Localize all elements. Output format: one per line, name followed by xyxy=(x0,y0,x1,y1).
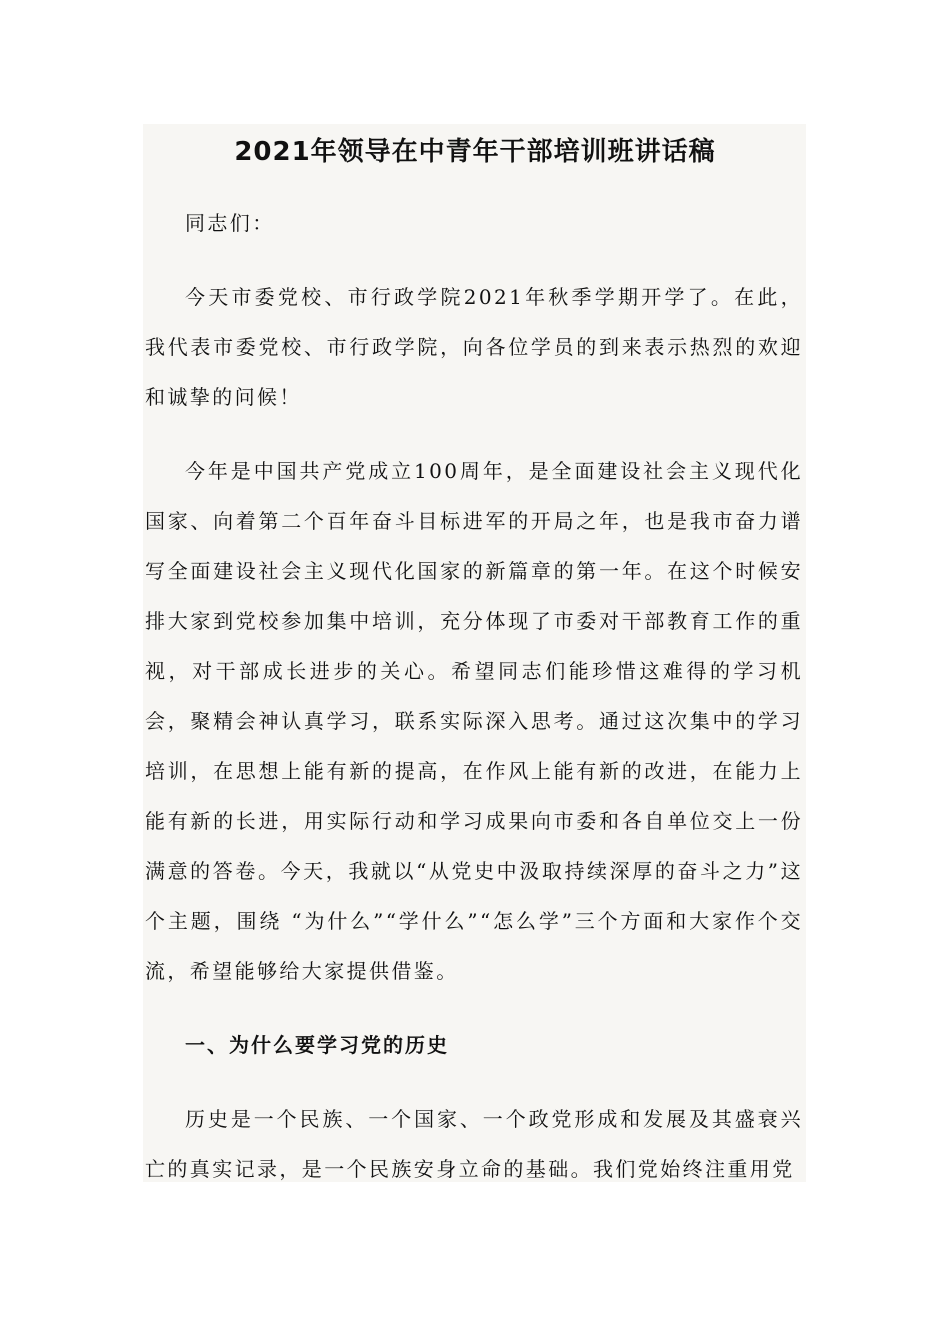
document-body xyxy=(145,198,803,1218)
document-title: 2021年领导在中青年干部培训班讲话稿 xyxy=(234,137,716,167)
paragraph-section-1: 历史是一个民族、一个国家、一个政党形成和发展及其盛衰兴亡的真实记录，是一个民族安身立命的基础。我们党始终注重用党 xyxy=(145,1107,803,1181)
paragraph-opening: 今天市委党校、市行政学院2021年秋季学期开学了。在此，我代表市委党校、市行政学院，向各位学员的到来表示热烈的欢迎和诚挚的问候！ xyxy=(145,285,803,409)
paragraph-background: 今年是中国共产党成立100周年，是全面建设社会主义现代化国家、向着第二个百年奋斗目标进军的开局之年，也是我市奋力谱写全面建设社会主义现代化国家的新篇章的第一年。在这个时候安排大家到党校参加集中培训，充分体现了市委对干部教育工作的重视，对干部成长进步的关心。希望同志们能珍惜这难得的学习机会，聚精会神认真学习，联系实际深入思考。通过这次集中的学习培训，在思想上能有新的提高，在作风上能有新的改进，在能力上能有新的长进，用实际行动和学习成果向市委和各自单位交上一份满意的答卷。今天，我就以“从党史中汲取持续深厚的奋斗之力”这个主题，围绕 “为什么”“学什么”“怎么学”三个方面和大家作个交流，希望能够给大家提供借鉴。 xyxy=(145,459,803,983)
salutation: 同志们： xyxy=(185,211,275,235)
section-heading-1: 一、为什么要学习党的历史 xyxy=(185,1033,449,1057)
